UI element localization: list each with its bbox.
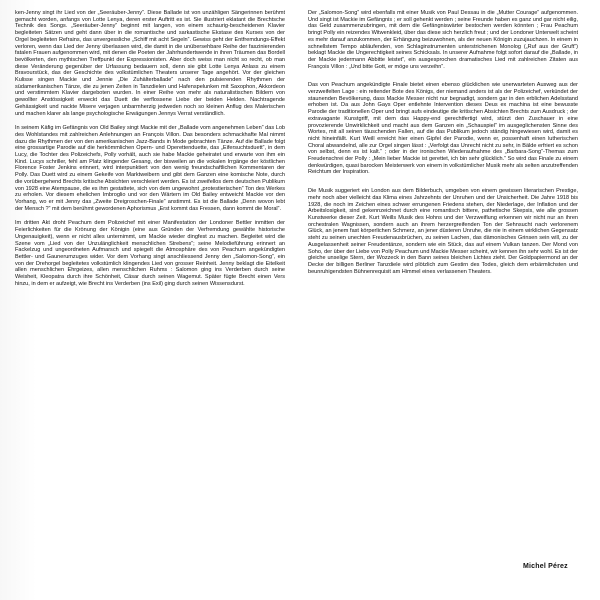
paragraph-seeraeuber-jenny: ken-Jenny singt ihr Lied von der „Seeräuber-Jenny“. Diese Ballade ist von unzähligen Sängerinnen berühmt gemacht worden, anfangs von Lotte Lenya, deren erster Auftritt es ist. Sie illustriert eklatant die Brechtsche Technik des Songs. „Seeräuber-Jenny“ beginnt mit langen, von einem schaurig-bescheidenen Klavier begleiteten Sätzen und geht dann über in die romantische und sarkastische Ekstase des Kurses von der Orgel begleiteten Refrains, das unvergessliche „Schiff mit acht Segeln“. Gewiss geht der Entfremdungs-Effekt verloren, wenn das Lied der Jenny überlassen wird, die damit in die unübersehbare Reihe der faszinierenden fatalen Frauen aufgenommen wird, mit denen die Poeten der Jahrhundertwende in ihren Träumen das Bordell bevölkerten, den mythischen Treffpunkt der Expressionisten. Aber doch weiss man nicht so recht, ob man diese Veränderung gegenüber der Urfassung bedauern soll, denn sie gibt Lotte Lenya Anlass zu einem Bravourstück, das der Geschichte des volkstümlichen Theaters unserer Tage angehört. Vor der gleichen Kulisse singen Mackie und Jennie „Die Zuhälterballade“ nach den pulsierenden Rhythmen der südamerikanischen Tänze, die zu jenen Zeiten in Tanzdielen und Hafenspelunken mit Saxophon, Akkordeon und verstimmtem Klavier dargeboten wurden. In einer Reihe von mehr als naturalistischen Bildern von gewollter Anstössigkeit erweckt das Duett die verflossene Liebe der beiden Helden. Nachtragende Gehässigkeit und nackte Misere verjagen unbarmherzig jedweden noch so kleinen Anflug des Malerischen und machen klarer als lange psychologische Erwägungen Jennys Verrat verständlich. (15, 10, 285, 117)
paragraph-gap (15, 212, 285, 220)
paragraph-gap (15, 117, 285, 125)
author-signature: Michel Pérez (523, 563, 568, 570)
paragraph-salomon-song: Der „Salomon-Song“ wird ebenfalls mit einer Musik von Paul Dessau in die „Mutter Courage“ aufgenommen. Und singt ist Mackie im Gefängnis ; er soll gehenkt werden ; seine Freunde haben es ganz und gar nicht eilig, das Geld zusammenzubringen, mit dem die Gefängniswärter bestochen werden könnten ; Frau Peachum bringt Polly ein reizendes Witwenkleid, über das diese sich herzlich freut ; und der Londoner Unterwelt scheint es mehr darauf anzukommen, der Erhängung beizuwohnen, als der neuen Königin zuzujauchzen. In einem in schnellstem Tempo abläufenden, von Schlaginstrumenten unterstrichenen Monolog („Ruf aus der Gruft“) beklagt Mackie die Ungerechtigkeit seines Schicksals. In unserer Aufnahme folgt sofort darauf die „Ballade, in der Mackie jedermann Abbitte leistet“, ein ausgesprochen dramatisches Lied mit zahlreichen Zitaten aus François Villon : „Und bitte Gott, er möge uns verzeihn“. (308, 10, 578, 70)
paragraph-third-act: Im dritten Akt droht Peachum dem Polizeichef mit einer Manifestation der Londoner Bettler inmitten der Feierlichkeiten für die Krönung der Königin (eine aus Gründen der Verfremdung gewählte historische Ungenauigkeit), wenn er nicht alles unternimmt, um Mackie wieder dingfest zu machen. Begleitet wird die Szene vom „Lied von der Unzulänglichkeit menschlichen Strebens“; seine Melodieführung erinnert an Fackelzug und ungeordneten Aufmarsch und spiegelt die Atmosphäre des von Peachum angekündigten Bettler- und Gaunerumzuges wider. Vor dem Vorhang singt anschliessend Jenny den „Salomon-Song“, ein von der Drehorgel begleitetes volkstümlich klingendes Lied von grosser Reinheit. Jenny beklagt die Eitelkeit allen menschlichen Ehrgeizes, allen menschlichen Ruhms : Salomon ging ins Verderben durch seine Weisheit, Kleopatra durch ihre Schönheit, Cäsar durch seinen Wagemut. Später fügte Brecht einen Vers hinzu, in dem er aufzeigt, wie Brecht ins Verderben (ins Exil) ging durch seinen Wissensdurst. (15, 220, 285, 287)
paragraph-gap (308, 70, 578, 82)
paragraph-finale: Das von Peachum angekündigte Finale bietet einen ebenso glücklichen wie unerwarteten Ausweg aus der verzweifelten Lage : ein reitender Bote des Königs, der niemand anders ist als der Polizeichef, verkündet der staunenden Bevölkerung, dass Mackie Messer nicht nur begnadigt, sondern gar in den erblichen Adelsstand erhoben ist. Da aus John Gays Oper entlehnte Intervention dieses Deus ex machina ist eine bewusste Parodie der traditionellen Oper und bringt aufs eindeutige die kritischen Absichten Brechts zum Ausdruck ; der extravagante Kunstgriff, mit dem das Happy-end gerechtfertigt wird, stürzt den Zuschauer in eine provozierende Unwirklichkeit und macht aus dem Ganzen ein „Schauspiel“ im ausgeglichensten Sinne des Wortes, mit all seinen täuschenden Fallen, auf die das Publikum jedoch ständig hingewiesen wird, damit es nicht hineinfällt. Kurt Weill erreicht hier einen Gipfel der Parodie, wenn er, possenhaft einen lutherischen Choral abwandelnd, alle zur Orgel singen lässt : „Verfolgt das Unrecht nicht zu sehr, in Bälde erfriert es schon von selbst, denn es ist kalt.“ ; oder in der ironischen Wiederaufnahme des „Barbara-Song“-Themas zum Freudenschrei der Polly : „Mein lieber Mackie ist gerettet, ich bin sehr glücklich.“ So wird das Finale zu einem denkwürdigen, quasi barocken Meisterwerk von einem in volkstümlicher Musik mehr als selten anzutreffenden Reichtum der Inspiration. (308, 82, 578, 176)
right-text-column (308, 10, 578, 275)
paragraph-music-london: Die Musik suggeriert ein London aus dem Bilderbuch, umgeben von einem gewissen literarischen Prestige, mehr noch aber vielleicht das Klima eines Jahrzehnts der Unruhen und der Unsicherheit. Die Jahre 1918 bis 1928, die noch im Zeichen eines schwer errungenen Friedens stehen, der Niederlage, der Inflation und der Arbeitslosigkeit, sind gekennzeichnet durch eine romantisch bittere, pathetische Skepsis, wie alle grossen Kunstwerke dieser Zeit. Kurt Weills Musik des Hohns und der Verzweiflung erkennen wir nicht nur an ihren orchestralen Wagnissen, sondern auch an ihrem herzergreifenden Ton der Sehnsucht nach verlorenem Glück, an jenem fast körperlichen Schmerz, an jener düsteren Unruhe, die nie in einem wirklichen Gegensatz steht zu seinen unechten Freudenausbrüchen, zu seinen Lachen, das dämonisches Grinsen sein will, zu der Ausgelassenheit seiner Freudentänze, sondern wie ein Stück, das auf einem Vulkan tanzen. Der Mond von Soho, der über der Liebe von Polly Peachum und Mackie Messer scheint, wir kennen ihn sehr wohl. Es ist der gleiche unselige Stern, der Wozzeck in den Bann seines bleichen Lichtes zieht. Der Goldpapiermond an der Decke der billigen Berliner Tanzdiele wird plötzlich zum Gestirn des Todes, gleich dem erbärmlichsten und beunruhigendsten Bühnenrequisit am Himmel eines verlassenen Theaters. (308, 188, 578, 275)
paragraph-old-bailey: In seinem Käfig im Gefängnis von Old Bailey singt Mackie mit der „Ballade vom angenehmen Leben“ das Lob des Wohlstandes mit zahlreichen Anlehnungen an François Villon. Das besonders schmackhafte Mal nimmt dazu die Rhythmen der von den amerikanischen Jazz-Bands in Mode gebrachten Tänze. Auf die Ballade folgt eine grossartige Parodie auf die herkömmlichen Opern- und Operettenduette, das „Eifersuchtsduett“, in dem Lucy, die Tochter des Polizeichefs, Polly vorhält, auch sie habe Mackie geheiratet und erwarte von ihm ein Kind. Lucys schriller, fehl am Platz klingender Gesang, der bisweilen an die vokalen Irrgänge der köstlichen Florence Foster Jenkins erinnert, wird interpunktiert von den wenig freundschaftlichen Kommentaren der Polly. Das Duett wird zu einem Gekeife von Marktweibern und gibt dem Ganzen eine komische Note, durch die vorübergehend Brechts kritische Absichten verschleiert werden. Es ist zweifellos dem deutschen Publikum von 1928 eine Atempause, die es ihm gestattete, sich von dem ungewohnt „protestierischen“ Ton des Werkes zu erholen. Vor diesem ehelichen Imbroglio und vor den Wärtern im Old Bailey entweicht Mackie vor den Vorhang, wo er mit Jenny das „Zweite Dreigroschen-Finale“ anstimmt. Es ist die Ballade „Denn wovon lebt der Mensch ?“ mit dem berühmt gewordenen Aphorismus „Erst kommt das Fressen, dann kommt die Moral“. (15, 125, 285, 212)
left-text-column (15, 10, 285, 287)
paragraph-gap (308, 176, 578, 188)
